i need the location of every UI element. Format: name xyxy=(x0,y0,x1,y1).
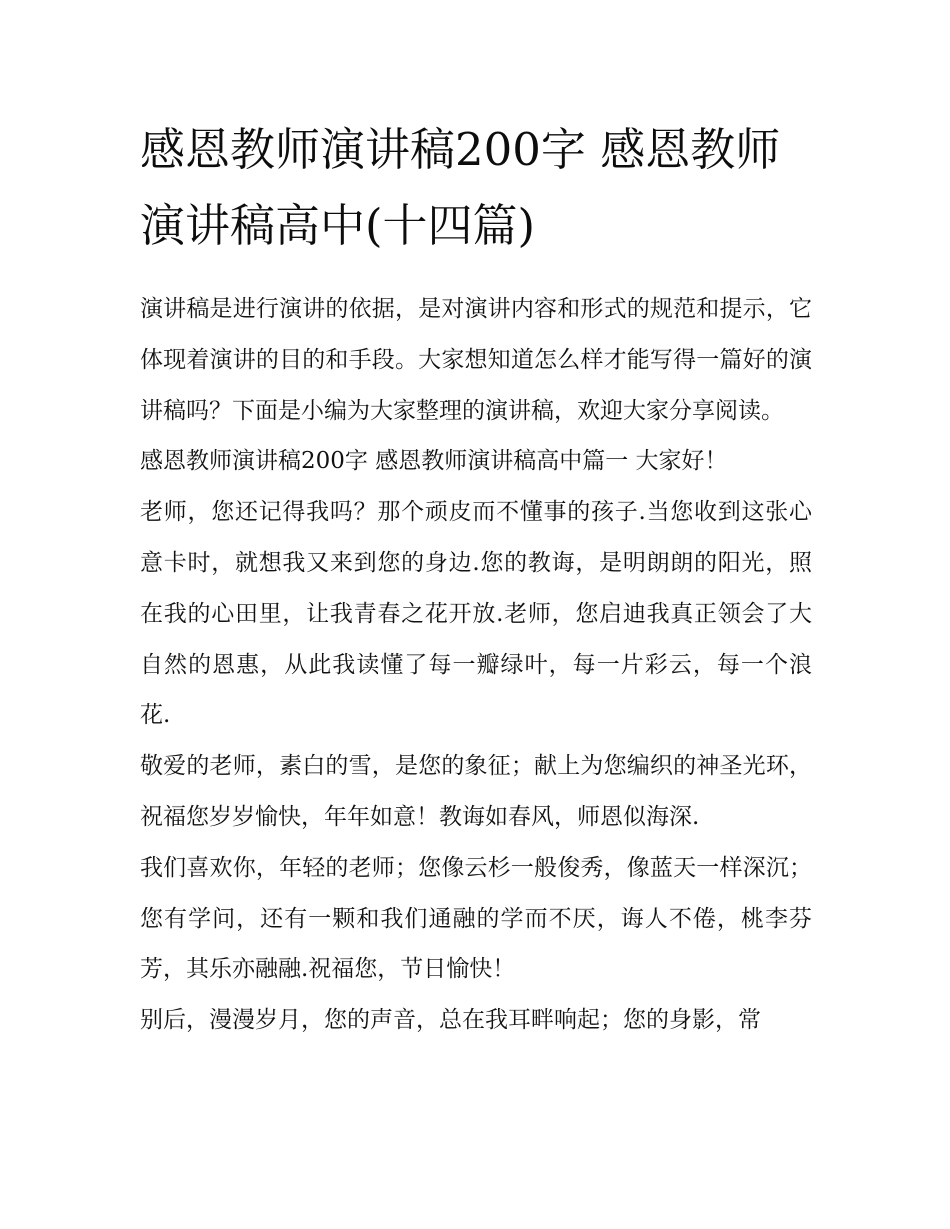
document-page xyxy=(140,112,812,1046)
paragraph-intro: 演讲稿是进行演讲的依据，是对演讲内容和形式的规范和提示，它体现着演讲的目的和手段。大家想知道怎么样才能写得一篇好的演讲稿吗？下面是小编为大家整理的演讲稿，欢迎大家分享阅读。 xyxy=(140,296,812,424)
paragraph-body: 我们喜欢你，年轻的老师；您像云杉一般俊秀，像蓝天一样深沉；您有学问，还有一颗和我们通融的学而不厌，诲人不倦，桃李芬芳，其乐亦融融.祝福您，节日愉快！ xyxy=(140,854,812,983)
paragraph-body: 别后，漫漫岁月，您的声音，总在我耳畔响起；您的身影，常 xyxy=(140,1007,761,1034)
paragraph-section-heading: 感恩教师演讲稿200字 感恩教师演讲稿高中篇一 大家好！ xyxy=(140,448,728,475)
document-title: 感恩教师演讲稿200字 感恩教师演讲稿高中(十四篇) xyxy=(140,123,781,252)
paragraph-body: 敬爱的老师，素白的雪，是您的象征；献上为您编织的神圣光环，祝福您岁岁愉快，年年如意！教诲如春风，师恩似海深. xyxy=(140,753,812,830)
paragraph-body: 老师，您还记得我吗？那个顽皮而不懂事的孩子.当您收到这张心意卡时，就想我又来到您的身边.您的教诲，是明朗朗的阳光，照在我的心田里，让我青春之花开放.老师，您启迪我真正领会了大自然的恩惠，从此我读懂了每一瓣绿叶，每一片彩云，每一个浪花. xyxy=(140,499,812,729)
